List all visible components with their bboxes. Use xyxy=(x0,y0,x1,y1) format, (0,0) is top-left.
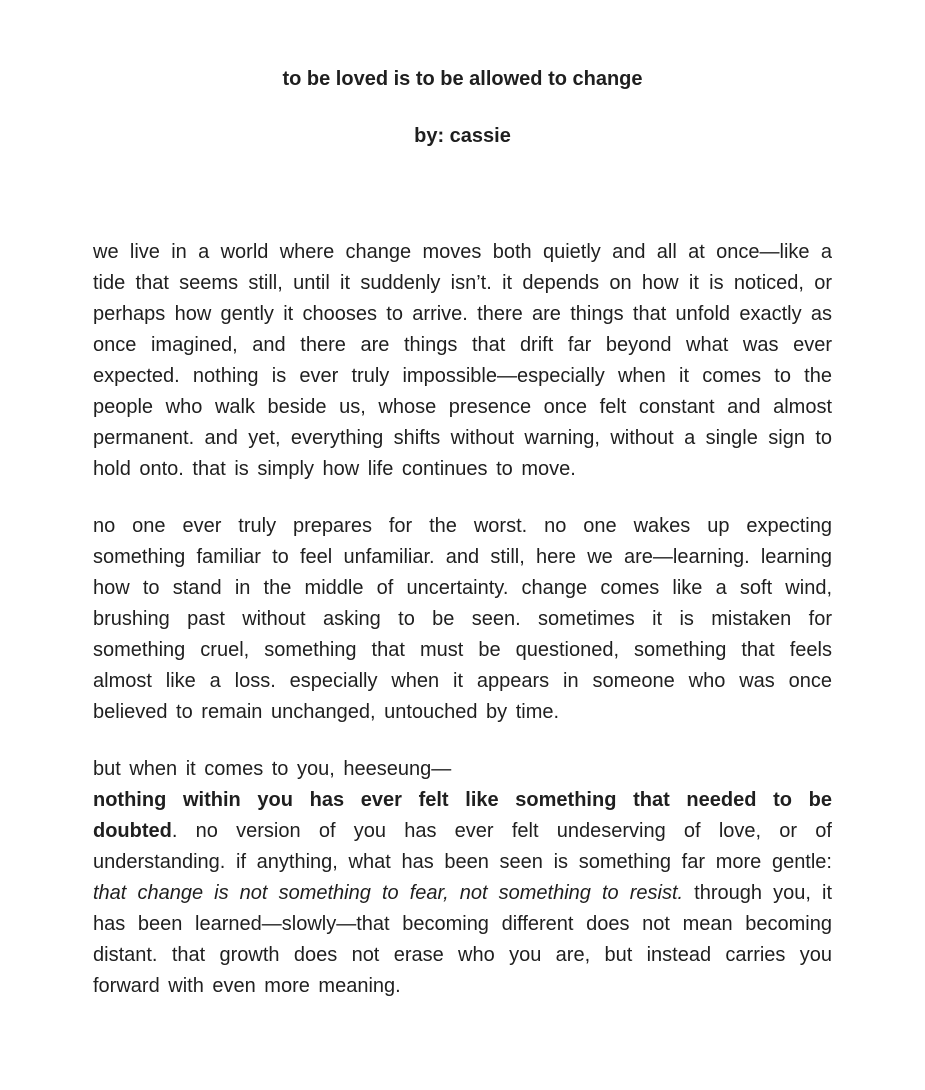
paragraph-3-outro: through you, it has been learned—slowly—that becoming different does not mean becoming distant. that growth does not erase who you are, but instead carries you forward with even more meaning. xyxy=(93,882,832,997)
paragraph-3-bold-statement: nothing within you has ever felt like something that needed to be doubted xyxy=(93,789,832,842)
paragraph-3-italic-phrase: that change is not something to fear, not something to resist. xyxy=(93,882,684,904)
document-title: to be loved is to be allowed to change xyxy=(282,68,643,90)
paragraph-3-intro: but when it comes to you, heeseung— xyxy=(93,758,452,780)
paragraph-1: we live in a world where change moves both quietly and all at once—like a tide that seems still, until it suddenly isn’t. it depends on how it is noticed, or perhaps how gently it chooses to arrive. there are things that unfold exactly as once imagined, and there are things that drift far beyond what was ever expected. nothing is ever truly impossible—especially when it comes to the people who walk beside us, whose presence once felt constant and almost permanent. and yet, everything shifts without warning, without a single sign to hold onto. that is simply how life continues to move. xyxy=(93,241,832,480)
paragraph-3 xyxy=(93,754,832,1002)
paragraph-3-mid: . no version of you has ever felt undeserving of love, or of understanding. if anything, what has been seen is something far more gentle: xyxy=(93,820,832,873)
document-byline: by: cassie xyxy=(414,125,511,147)
paragraph-2: no one ever truly prepares for the worst. no one wakes up expecting something familiar to feel unfamiliar. and still, here we are—learning. learning how to stand in the middle of uncertainty. change comes like a soft wind, brushing past without asking to be seen. sometimes it is mistaken for something cruel, something that must be questioned, something that feels almost like a loss. especially when it appears in someone who was once believed to remain unchanged, untouched by time. xyxy=(93,515,832,723)
